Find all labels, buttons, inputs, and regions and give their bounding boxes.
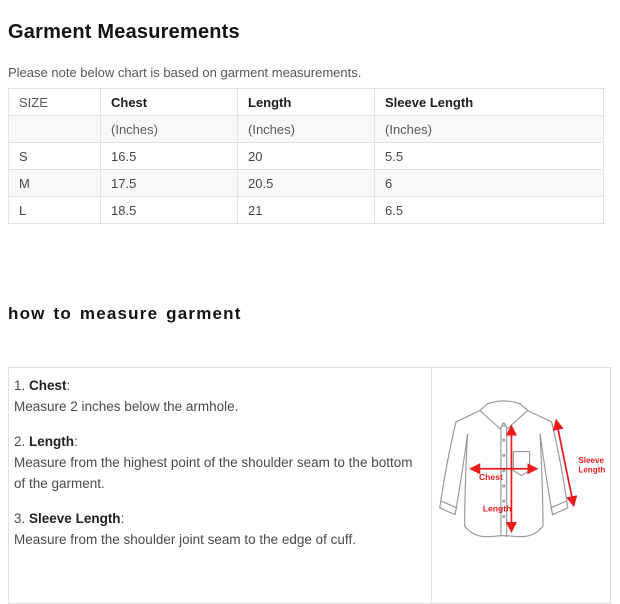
- collar: [480, 401, 528, 429]
- left-shoulder-seam: [456, 410, 480, 421]
- instructions-panel: [9, 368, 432, 603]
- instruction-text: Measure 2 inches below the armhole.: [14, 399, 239, 414]
- note-text: Please note below chart is based on garment measurements.: [8, 65, 362, 80]
- unit-cell-chest: (Inches): [101, 116, 238, 143]
- instruction-number: 3.: [14, 511, 26, 526]
- cell-sleeve-l: 6.5: [375, 197, 604, 224]
- instruction-label: Sleeve Length: [29, 511, 121, 526]
- sleeve-length-label-line1: Sleeve: [578, 456, 605, 466]
- page-title: Garment Measurements: [8, 21, 240, 43]
- table-row: [9, 143, 604, 170]
- instruction-chest: [14, 375, 421, 417]
- sleeve-length-label-line2: Length: [578, 465, 606, 475]
- cell-length-m: 20.5: [238, 170, 375, 197]
- instruction-sleeve-length: [14, 508, 421, 550]
- instruction-label: Length: [29, 434, 75, 449]
- cell-sleeve-m: 6: [375, 170, 604, 197]
- cell-size-m: M: [9, 170, 101, 197]
- right-shoulder-seam: [528, 410, 552, 421]
- measurements-table: [8, 88, 604, 224]
- instruction-colon: :: [74, 434, 78, 449]
- instruction-colon: :: [120, 511, 125, 526]
- table-header-row: [9, 89, 604, 116]
- table-row: [9, 197, 604, 224]
- instruction-label: Chest: [29, 378, 67, 393]
- cell-size-l: L: [9, 197, 101, 224]
- cell-sleeve-s: 5.5: [375, 143, 604, 170]
- chest-pocket: [513, 452, 529, 476]
- measure-guide-box: [8, 367, 611, 604]
- table-unit-row: [9, 116, 604, 143]
- column-header-chest: Chest: [101, 89, 238, 116]
- instruction-number: 2.: [14, 434, 26, 449]
- table-row: [9, 170, 604, 197]
- section-title: how to measure garment: [8, 304, 242, 323]
- unit-cell-size: [9, 116, 101, 143]
- shirt-measure-illustration: [435, 396, 607, 574]
- right-sleeve: [540, 422, 568, 515]
- column-header-size: SIZE: [9, 89, 101, 116]
- instruction-text: Measure from the shoulder joint seam to the edge of cuff.: [14, 532, 356, 547]
- shirt-diagram: [432, 368, 610, 603]
- cell-length-l: 21: [238, 197, 375, 224]
- unit-cell-length: (Inches): [238, 116, 375, 143]
- cell-chest-s: 16.5: [101, 143, 238, 170]
- cell-length-s: 20: [238, 143, 375, 170]
- cell-size-s: S: [9, 143, 101, 170]
- chest-arrow-label: Chest: [478, 472, 503, 483]
- instruction-text: Measure from the highest point of the shoulder seam to the bottom of the garment.: [14, 455, 413, 491]
- cell-chest-l: 18.5: [101, 197, 238, 224]
- cell-chest-m: 17.5: [101, 170, 238, 197]
- length-arrow-label: Length: [482, 503, 512, 514]
- instruction-colon: :: [66, 378, 71, 393]
- instruction-number: 1.: [14, 378, 26, 393]
- column-header-sleeve-length: Sleeve Length: [375, 89, 604, 116]
- unit-cell-sleeve: (Inches): [375, 116, 604, 143]
- instruction-length: [14, 431, 421, 494]
- left-sleeve: [440, 422, 468, 515]
- column-header-length: Length: [238, 89, 375, 116]
